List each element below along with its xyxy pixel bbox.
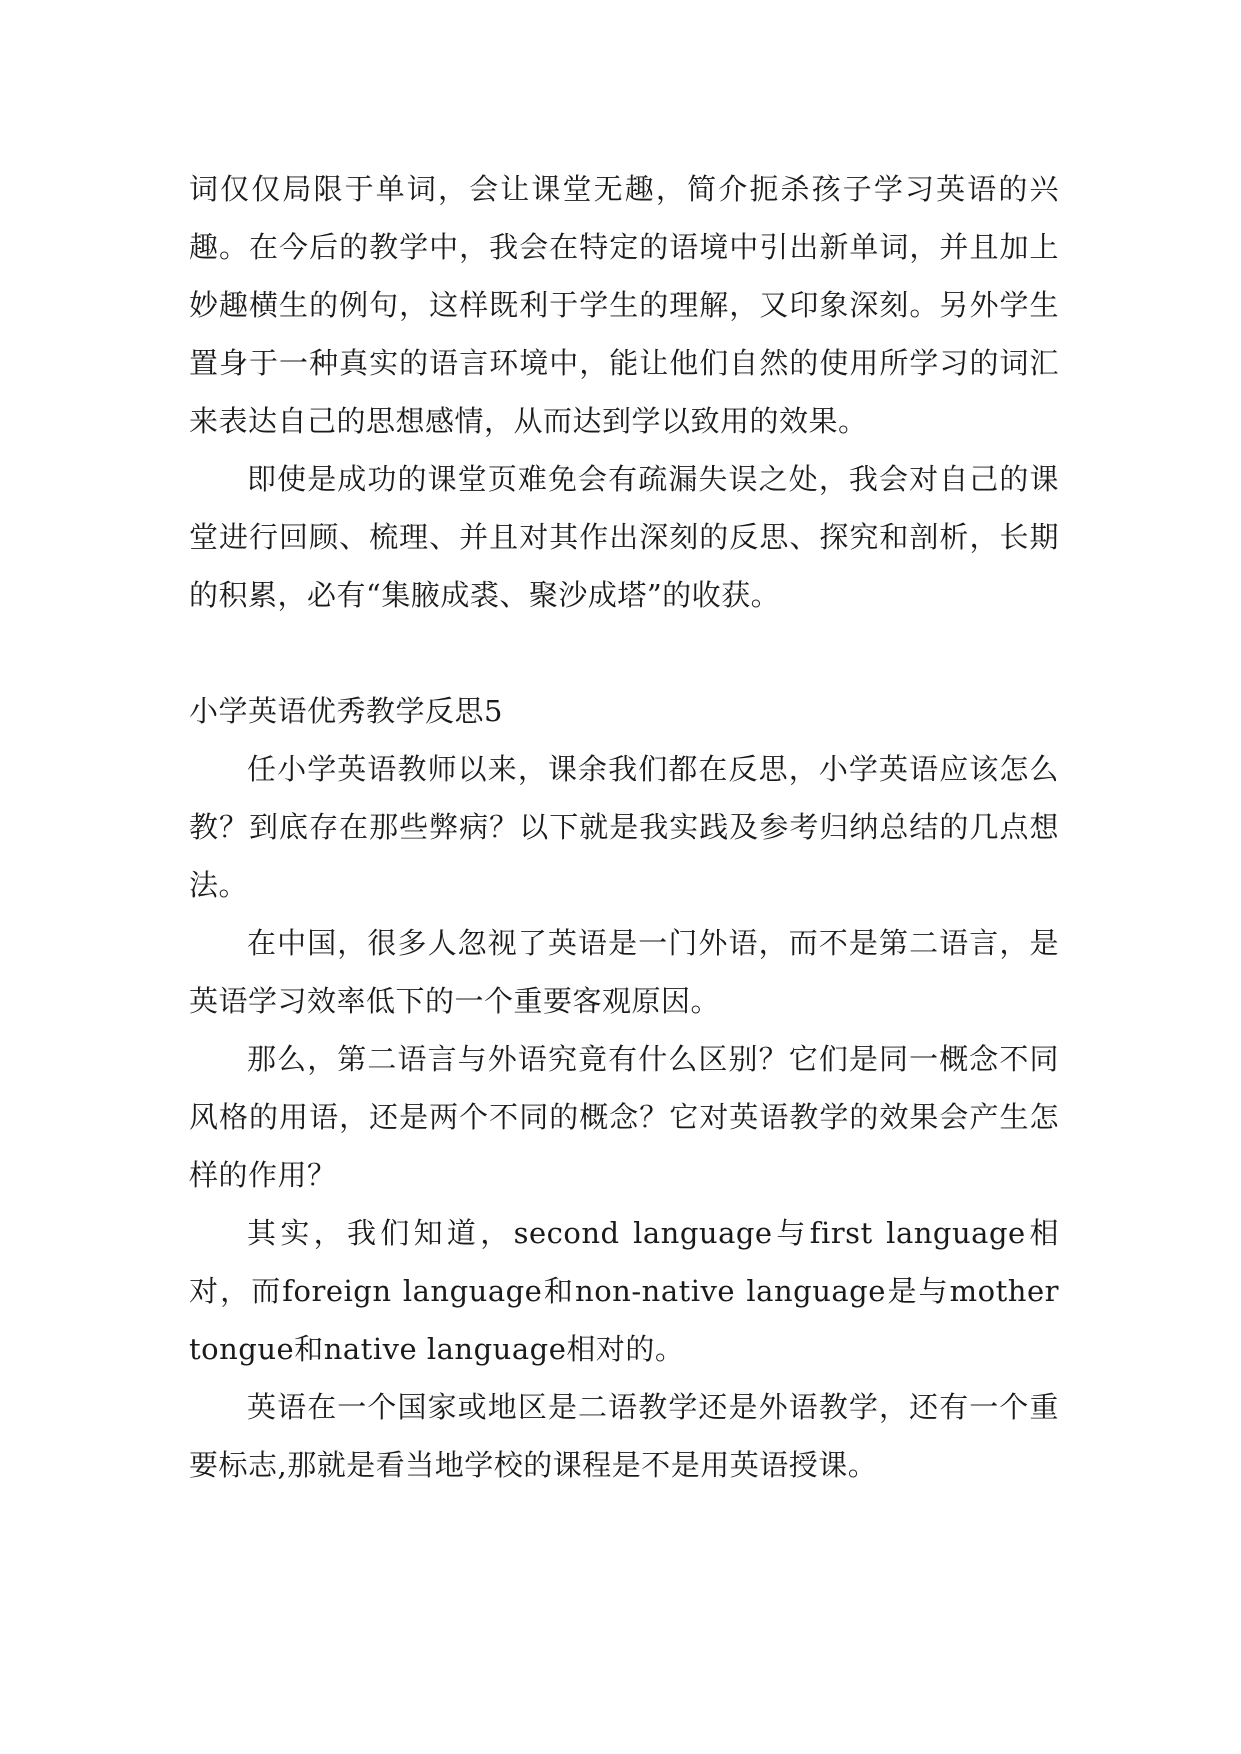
paragraph-teaching-mark: 英语在一个国家或地区是二语教学还是外语教学，还有一个重要标志,那就是看当地学校的课程是不是用英语授课。 bbox=[189, 1390, 1059, 1482]
document-body bbox=[189, 160, 1059, 1494]
paragraph-vocabulary-teaching: 词仅仅局限于单词，会让课堂无趣，简介扼杀孩子学习英语的兴趣。在今后的教学中，我会在特定的语境中引出新单词，并且加上妙趣横生的例句，这样既利于学生的理解，又印象深刻。另外学生置身于一种真实的语言环境中，能让他们自然的使用所学习的词汇来表达自己的思想感情，从而达到学以致用的效果。 bbox=[189, 172, 1059, 438]
paragraph-intro: 任小学英语教师以来，课余我们都在反思，小学英语应该怎么教？到底存在那些弊病？以下就是我实践及参考归纳总结的几点想法。 bbox=[189, 752, 1059, 902]
paragraph-difference-question: 那么，第二语言与外语究竟有什么区别？它们是同一概念不同风格的用语，还是两个不同的概念？它对英语教学的效果会产生怎样的作用？ bbox=[189, 1042, 1059, 1192]
section-spacer bbox=[189, 624, 1059, 682]
paragraph-foreign-language: 在中国，很多人忽视了英语是一门外语，而不是第二语言，是英语学习效率低下的一个重要客观原因。 bbox=[189, 926, 1059, 1018]
section-title: 小学英语优秀教学反思5 bbox=[189, 694, 503, 728]
paragraph-classroom-reflection: 即使是成功的课堂页难免会有疏漏失误之处，我会对自己的课堂进行回顾、梳理、并且对其作出深刻的反思、探究和剖析，长期的积累，必有“集腋成裘、聚沙成塔”的收获。 bbox=[189, 462, 1059, 612]
paragraph-terminology: 其实，我们知道，second language与first language相对，而foreign language和non-native language是与mother tongue和native language相对的。 bbox=[189, 1216, 1059, 1366]
